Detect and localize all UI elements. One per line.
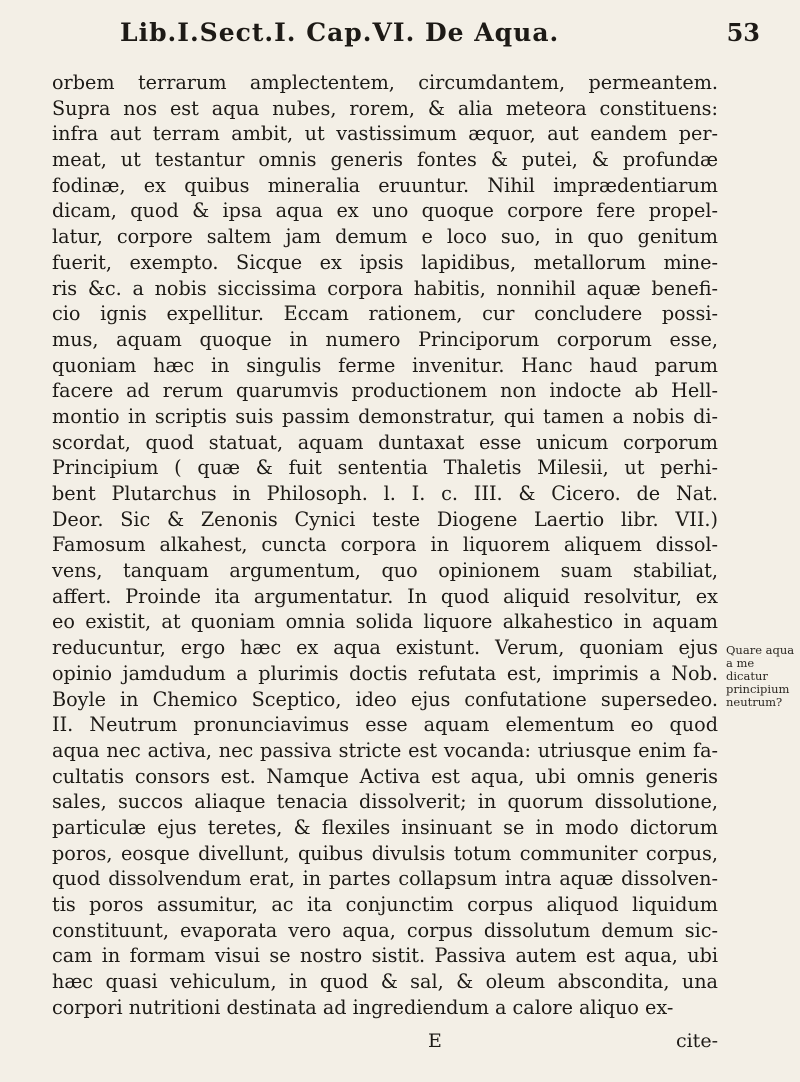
text-line: ris &c. a nobis siccissima corpora habitis, nonnihil aquæ benefi- [52,276,718,300]
text-line: montio in scriptis suis passim demonstratur, qui tamen a nobis di- [52,404,718,428]
text-line: cultatis consors est. Namque Activa est aqua, ubi omnis generis [52,764,718,788]
text-line: quod dissolvendum erat, in partes collapsum intra aquæ dissolven- [52,867,718,891]
text-line: Famosum alkahest, cuncta corpora in liquorem aliquem dissol- [52,533,718,557]
text-line: infra aut terram ambit, ut vastissimum æquor, aut eandem per- [52,122,718,146]
text-line: opinio jamdudum a plurimis doctis refutata est, imprimis a Nob. [52,661,718,685]
text-line: corpori nutritioni destinata ad ingrediendum a calore aliquo ex- [52,995,674,1019]
text-line: constituunt, evaporata vero aqua, corpus dissolutum demum sic- [52,918,718,942]
text-line: hæc quasi vehiculum, in quod & sal, & oleum abscondita, una [52,970,718,994]
text-line: aqua nec activa, nec passiva stricte est vocanda: utriusque enim fa- [52,738,718,762]
catchword: cite- [675,1030,718,1052]
text-line: orbem terrarum amplectentem, circumdantem, permeantem. [52,71,718,94]
margin-note: Quare aqua a me dicatur principium neutrum? [726,643,795,709]
running-head: Lib.I.Sect.I. Cap.VI. De Aqua. [120,18,560,47]
text-line: dicam, quod & ipsa aqua ex uno quoque corpore fere propel- [52,199,718,223]
body-text [52,70,718,1020]
text-line: Principium ( quæ & fuit sententia Thaletis Milesii, ut perhi- [52,456,718,480]
text-line: Boyle in Chemico Sceptico, ideo ejus confutatione supersedeo. [52,687,718,711]
text-line: Supra nos est aqua nubes, rorem, & alia meteora constituens: [52,96,718,120]
text-line: scordat, quod statuat, aquam duntaxat esse unicum corporum [52,430,718,454]
text-line: cio ignis expellitur. Eccam rationem, cur concludere possi- [52,302,718,326]
text-line: bent Plutarchus in Philosoph. l. I. c. III. & Cicero. de Nat. [52,482,718,505]
page-header [60,18,760,58]
text-line: tis poros assumitur, ac ita conjunctim corpus aliquod liquidum [52,893,718,916]
text-line: latur, corpore saltem jam demum e loco suo, in quo genitum [52,225,718,249]
text-line: cam in formam visui se nostro sistit. Passiva autem est aqua, ubi [52,944,718,968]
page-number: 53 [726,18,760,47]
text-line: Deor. Sic & Zenonis Cynici teste Diogene Laertio libr. VII.) [52,507,718,531]
text-line: sales, succos aliaque tenacia dissolverit; in quorum dissolutione, [52,790,718,814]
text-line: particulæ ejus teretes, & flexiles insinuant se in modo dictorum [52,815,718,839]
signature-mark: E [428,1030,442,1052]
text-line: facere ad rerum quarumvis productionem non indocte ab Hell- [52,379,718,403]
text-line: eo existit, at quoniam omnia solida liquore alkahestico in aquam [52,610,718,634]
text-line: mus, aquam quoque in numero Principorum corporum esse, [52,327,718,351]
text-line: meat, ut testantur omnis generis fontes & putei, & profundæ [52,148,718,172]
text-line: fodinæ, ex quibus mineralia eruuntur. Nihil imprædentiarum [52,173,718,197]
text-line: fuerit, exempto. Sicque ex ipsis lapidibus, metallorum mine- [52,250,718,274]
text-line: reducuntur, ergo hæc ex aqua existunt. Verum, quoniam ejus [52,636,718,660]
page-footer [52,1030,718,1056]
text-line: poros, eosque divellunt, quibus divulsis totum communiter corpus, [52,841,718,865]
text-line: affert. Proinde ita argumentatur. In quod aliquid resolvitur, ex [52,584,718,608]
text-line: II. Neutrum pronunciavimus esse aquam elementum eo quod [52,713,718,737]
text-line: vens, tanquam argumentum, quo opinionem suam stabiliat, [52,559,718,583]
text-line: quoniam hæc in singulis ferme invenitur. Hanc haud parum [52,353,718,377]
